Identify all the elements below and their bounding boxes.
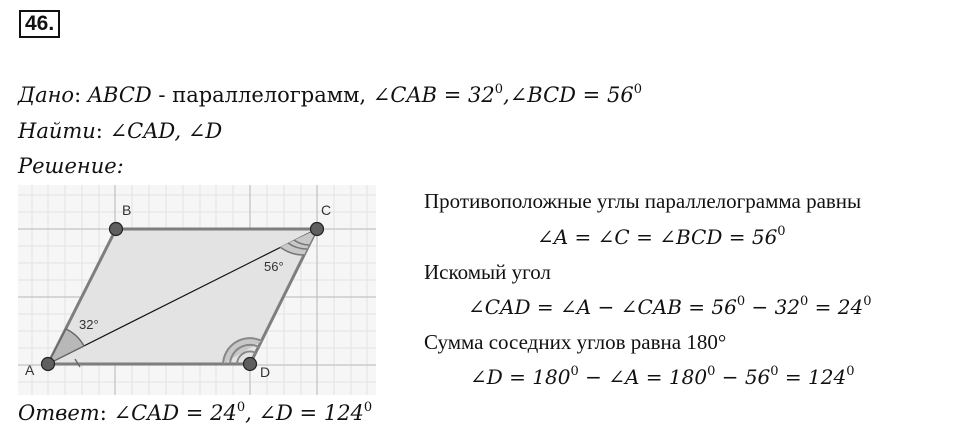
explanation-eq1: ∠A = ∠C = ∠BCD = $56^0$ — [537, 224, 786, 249]
answer-label: Ответ — [18, 401, 100, 425]
angle-cab-label: 32° — [79, 317, 99, 332]
given-label: Дано — [18, 83, 75, 107]
angle-bcd-label: 56° — [264, 259, 284, 274]
given-figure: ABCD — [87, 83, 152, 107]
find-label: Найти — [18, 119, 96, 143]
label-c: C — [321, 202, 332, 218]
find-line: Найти: ∠CAD, ∠D — [18, 119, 223, 143]
given-type: параллелограмм, — [172, 83, 367, 107]
explanation-eq2: ∠CAD = ∠A − ∠CAB = $56^0 - 32^0 = 24^0$ — [468, 294, 872, 319]
explanation-line1: Противоположные углы параллелограмма равны — [424, 189, 862, 213]
given-comma: , — [503, 83, 510, 107]
answer-d: ∠D = $124^0$ — [258, 400, 373, 425]
answer-line: Ответ: ∠CAD = $24^0$, ∠D = $124^0$ — [18, 400, 373, 425]
label-a: A — [25, 362, 35, 378]
parallelogram-figure — [18, 185, 376, 395]
answer-sep: , — [245, 401, 259, 425]
answer-cad: ∠CAD = $24^0$ — [113, 400, 246, 425]
vertex-c — [311, 223, 324, 236]
given-angle-cab: ∠CAB = $32^0$ — [372, 82, 503, 107]
given-sep: - — [151, 83, 173, 107]
solution-label: Решение: — [18, 154, 124, 178]
explanation-line3: Сумма соседних углов равна 180° — [424, 330, 727, 354]
given-angle-bcd: ∠BCD = $56^0$ — [509, 82, 642, 107]
label-d: D — [260, 364, 271, 380]
problem-number: 46. — [19, 10, 60, 38]
explanation-eq3: ∠D = $180^0$ − ∠A = $180^0 - 56^0 = 124^0$ — [470, 364, 855, 389]
vertex-a — [42, 358, 55, 371]
explanation-line2: Искомый угол — [424, 260, 551, 284]
find-value: ∠CAD, ∠D — [109, 119, 223, 143]
given-line: Дано: ABCD - параллелограмм, ∠CAB = $32^0,\angle BCD = 56^0$ — [18, 82, 642, 107]
vertex-d — [244, 358, 257, 371]
label-b: B — [122, 202, 132, 218]
vertex-b — [110, 223, 123, 236]
